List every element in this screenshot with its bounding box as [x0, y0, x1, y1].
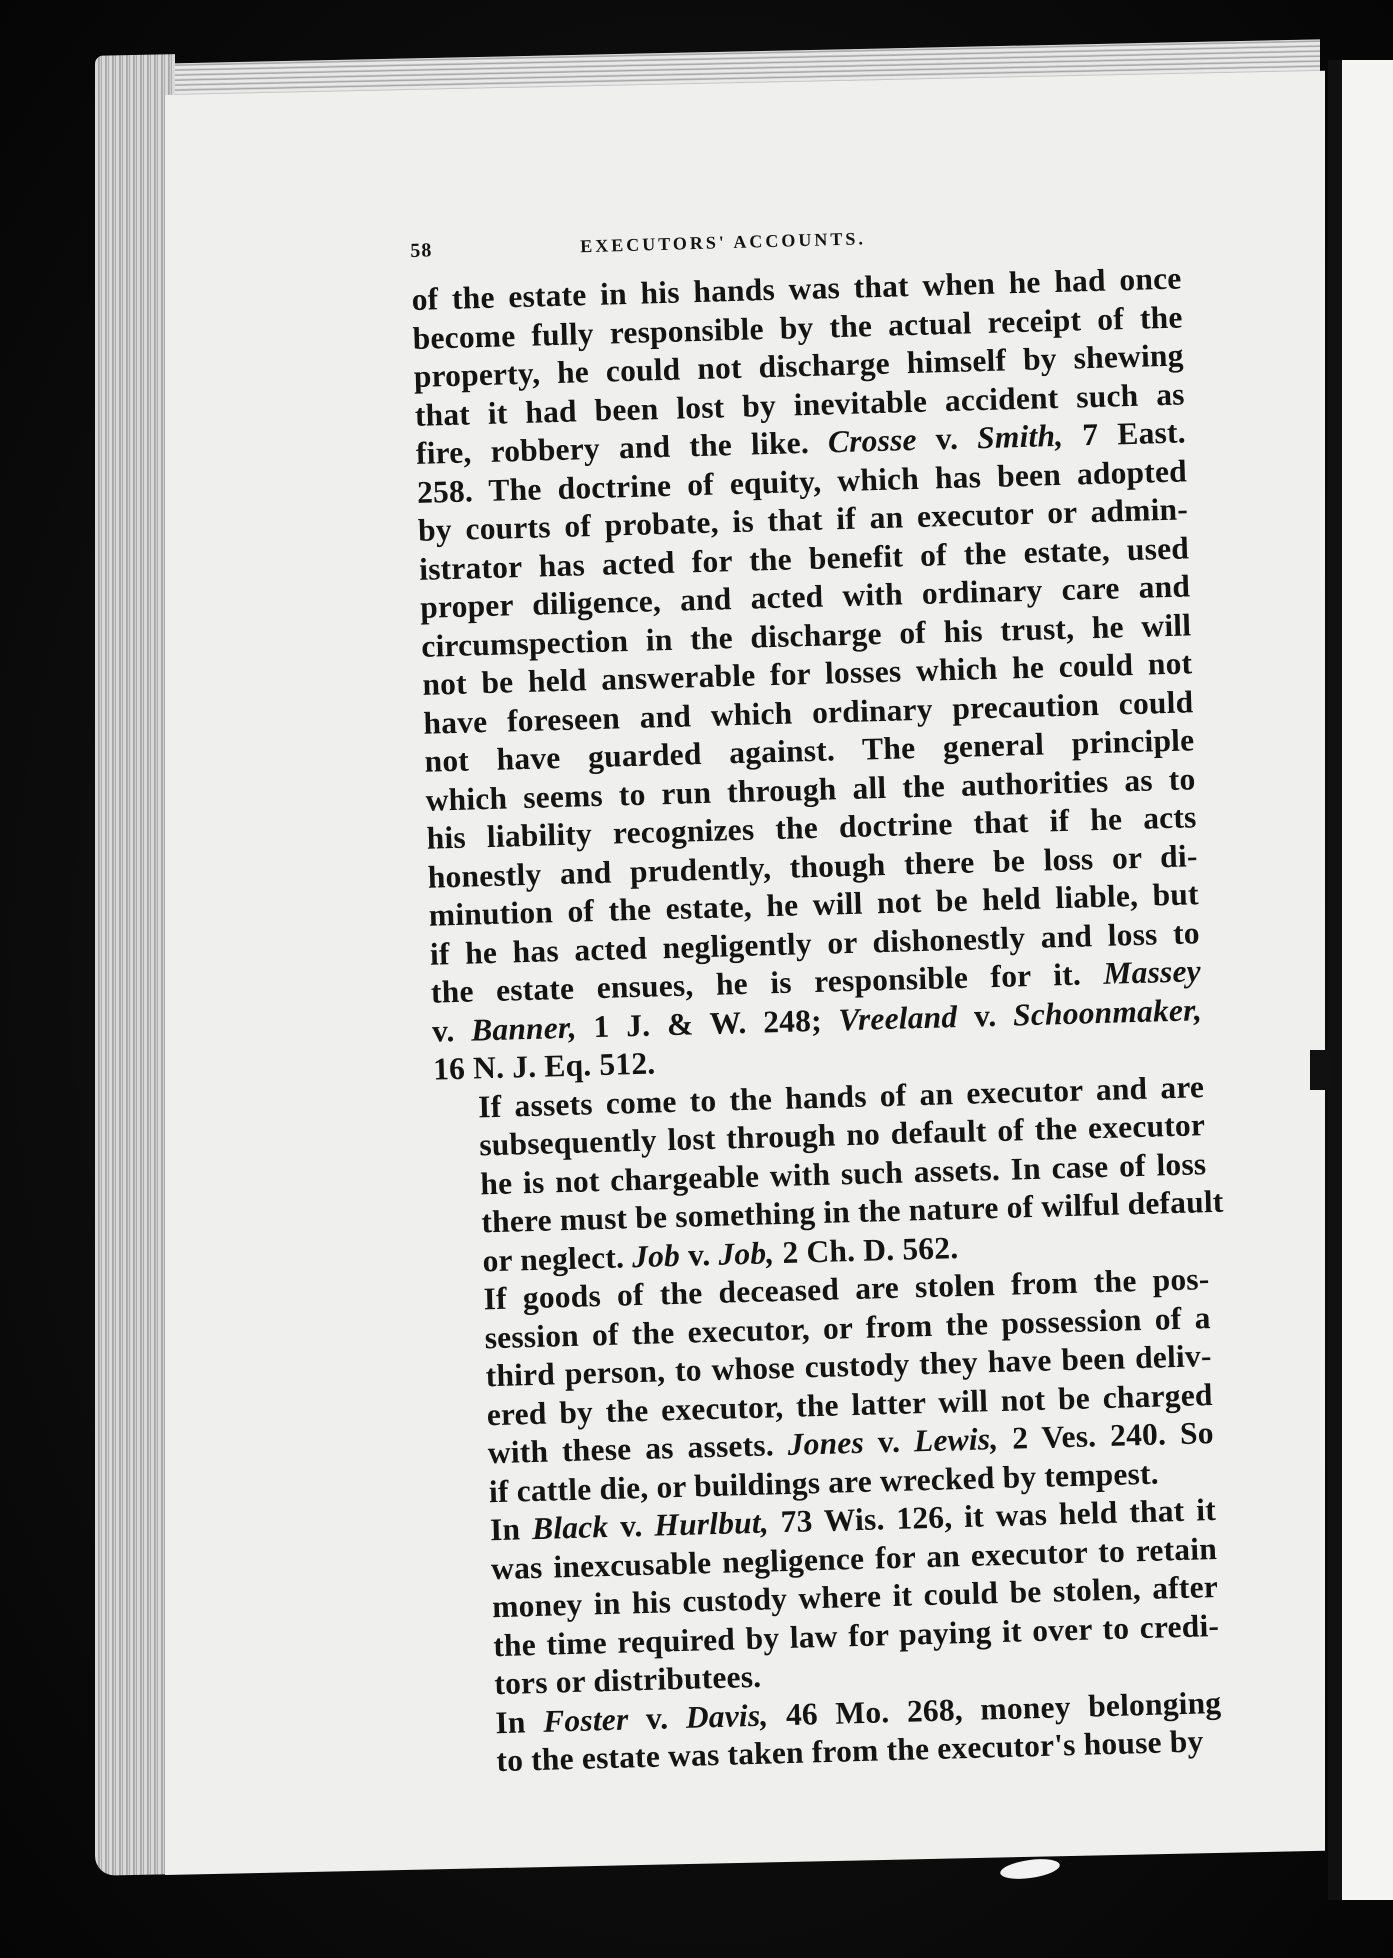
text-line: or neglect. Job v. Job, 2 Ch. D. 562. — [482, 1229, 959, 1278]
text-line: property, he could not discharge himself by shewing — [413, 337, 1185, 394]
text-line: money in his custody where it could be stolen, after — [491, 1568, 1219, 1625]
text-line: subsequently lost through no default of the executor — [478, 1107, 1206, 1163]
text-line: not be held answerable for losses which he could not — [421, 645, 1193, 702]
book-page-edges — [95, 54, 175, 1876]
text-line: honestly and prudently, though there be loss or di- — [427, 837, 1198, 895]
text-line: 16 N. J. Eq. 512. — [432, 1045, 656, 1087]
text-line: have foreseen and which ordinary precaution could — [422, 683, 1194, 741]
text-line: v. Banner, 1 J. & W. 248; Vreeland v. Schoonmaker, — [431, 991, 1203, 1049]
text-line: by courts of probate, is that if an executor or admin- — [417, 491, 1189, 548]
text-line: his liability recognizes the doctrine that if he acts — [426, 799, 1197, 856]
paragraph — [434, 1068, 1224, 1282]
text-line: become fully responsible by the actual receipt of the — [412, 298, 1183, 356]
paragraph — [411, 259, 1203, 1089]
text-line: of the estate in his hands was that when he had once — [411, 260, 1182, 317]
text-line: proper diligence, and acted with ordinary care and — [419, 568, 1191, 625]
text-line: In Black v. Hurlbut, 73 Wis. 126, it was held that it — [489, 1492, 1217, 1548]
text-line: was inexcusable negligence for an executor to retain — [490, 1530, 1218, 1586]
text-line: circumspection in the discharge of his trust, he will — [420, 606, 1192, 664]
text-line: istrator has acted for the benefit of the estate, used — [418, 529, 1190, 587]
text-line: he is not chargeable with such assets. In case of loss — [479, 1145, 1207, 1201]
text-line: If goods of the deceased are stolen from the pos- — [483, 1261, 1210, 1317]
facing-page-edge — [1328, 60, 1393, 1900]
running-head: EXECUTORS' ACCOUNTS. — [579, 228, 867, 257]
text-line: not have guarded against. The general principle — [424, 722, 1195, 779]
body-text — [411, 259, 1223, 1781]
text-line: third person, to whose custody they have been deliv- — [485, 1338, 1212, 1394]
text-line: that it had been lost by inevitable accident such as — [414, 375, 1186, 433]
text-line: there must be something in the nature of wilful default — [480, 1183, 1224, 1240]
paragraph — [446, 1491, 1221, 1705]
text-line: fire, robbery and the like. Crosse v. Smith, 7 East. — [415, 414, 1187, 471]
text-line: ered by the executor, the latter will not be charged — [486, 1376, 1214, 1432]
text-line: 258. The doctrine of equity, which has been adopted — [416, 452, 1188, 510]
text-line: to the estate was taken from the executor's house by — [496, 1723, 1204, 1779]
text-line: session of the executor, or from the possession of a — [484, 1299, 1211, 1355]
text-line: which seems to run through all the authorities as to — [425, 760, 1196, 818]
text-line: if cattle die, or buildings are wrecked by tempest. — [488, 1455, 1160, 1509]
text-line: If assets come to the hands of an executor and are — [477, 1068, 1205, 1124]
text-line: In Foster v. Davis, 46 Mo. 268, money belonging — [494, 1684, 1222, 1740]
text-line: minution of the estate, he will not be held liable, but — [428, 876, 1200, 933]
scan-artifact — [1310, 1050, 1330, 1090]
page-content — [410, 219, 1223, 1782]
text-line: tors or distributees. — [493, 1658, 762, 1702]
paragraph — [439, 1260, 1215, 1512]
text-line: if he has acted negligently or dishonestly and loss to — [429, 914, 1201, 972]
text-line: the estate ensues, he is responsible for it. Massey — [430, 953, 1202, 1010]
text-line: the time required by law for paying it over to credi- — [492, 1607, 1220, 1663]
page-number: 58 — [410, 239, 433, 262]
text-line: with these as assets. Jones v. Lewis, 2 Ves. 240. So — [487, 1415, 1215, 1471]
